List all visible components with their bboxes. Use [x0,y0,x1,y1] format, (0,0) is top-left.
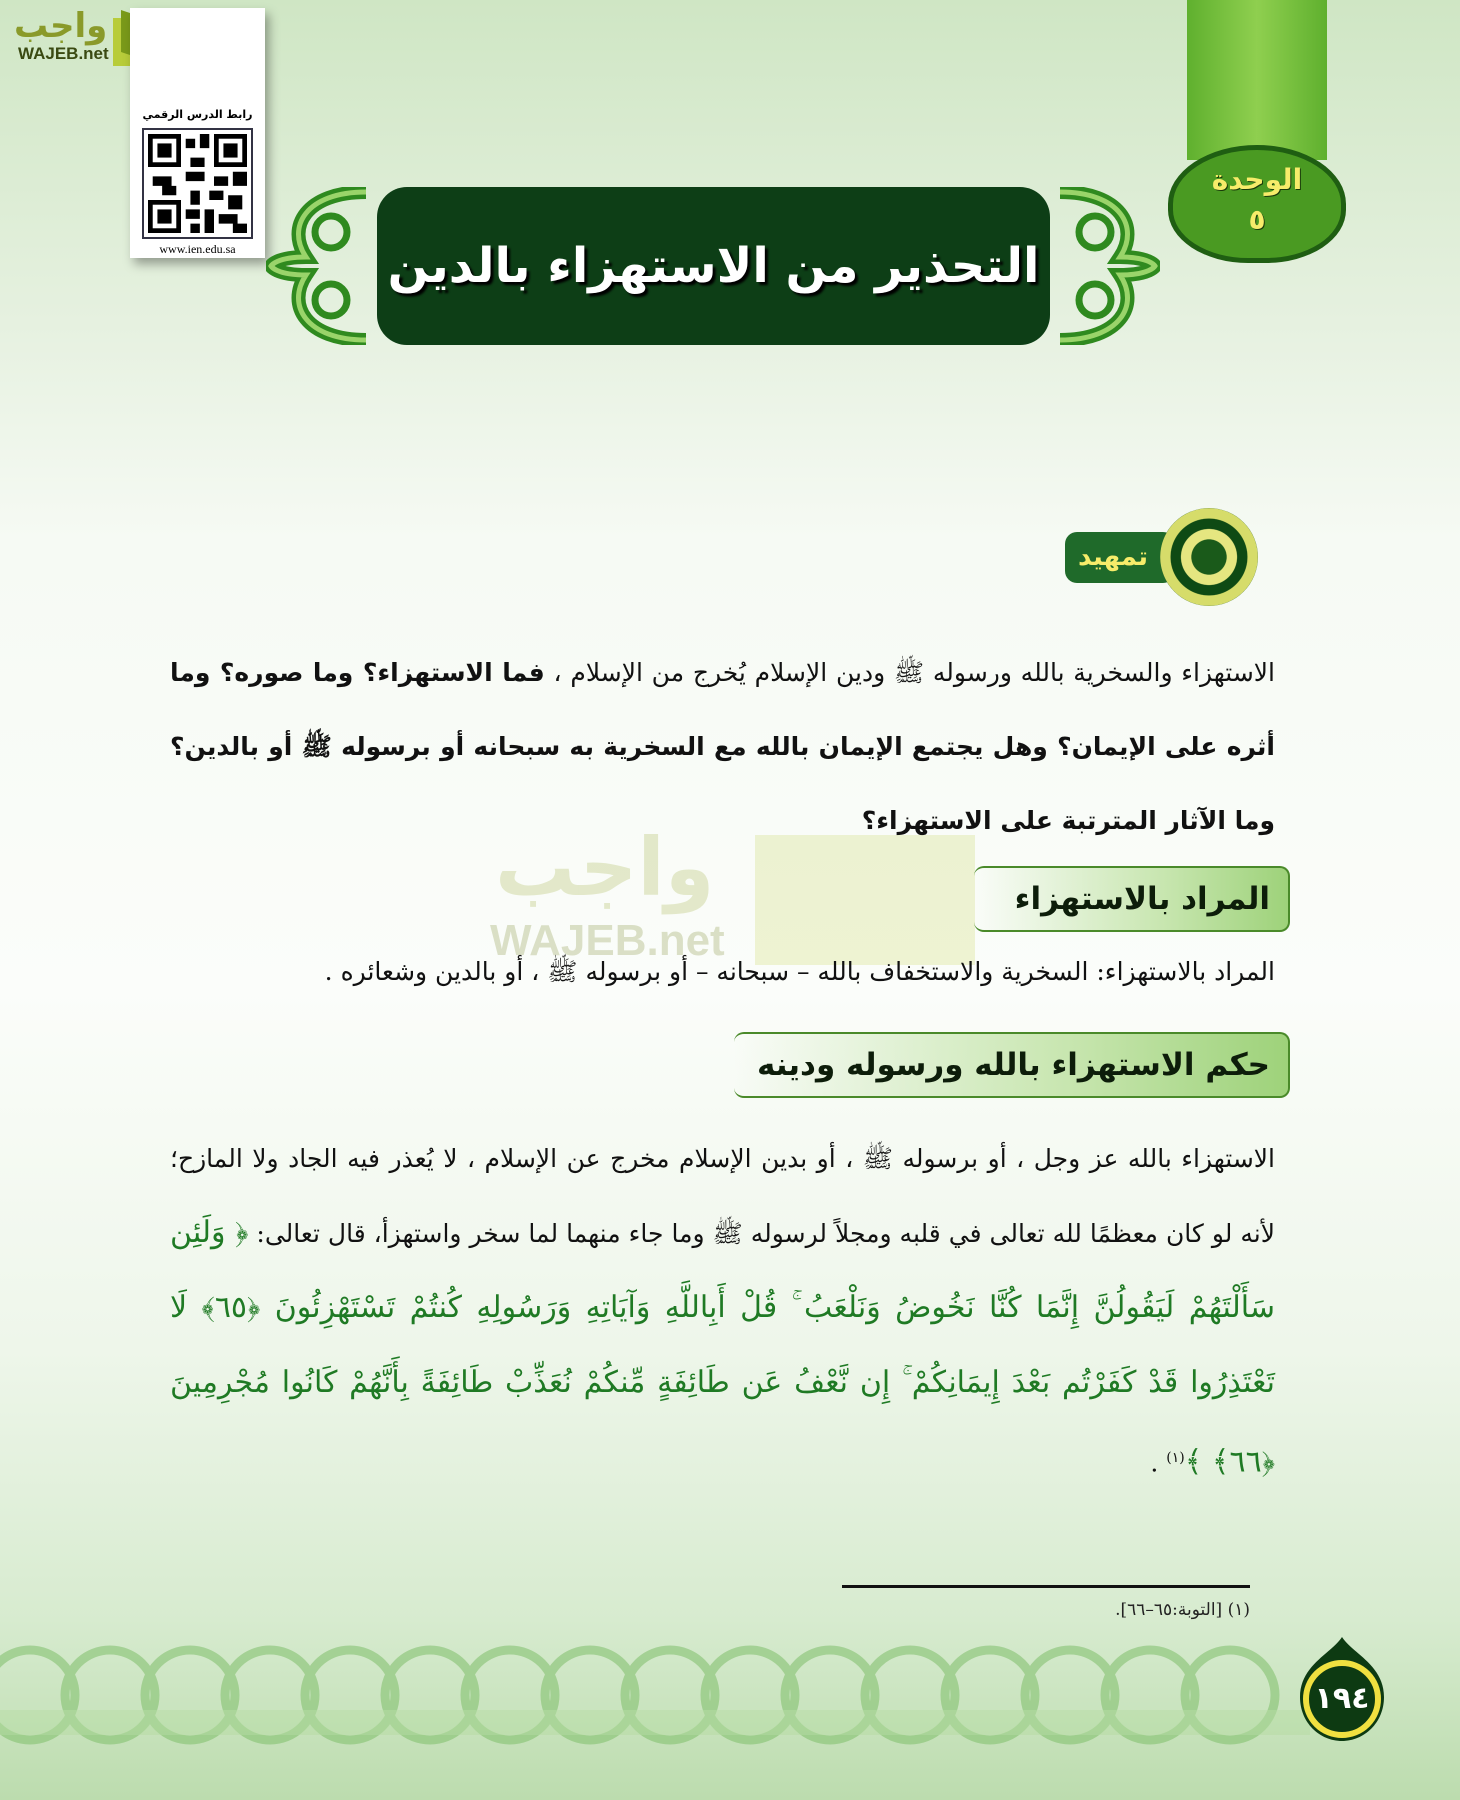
intro-badge: تمهيد [1065,532,1175,583]
ruling-text: الاستهزاء بالله عز وجل ، أو برسوله ﷺ ، أو بدين الإسلام مخرج عن الإسلام ، لا يُعذر فيه الجاد ولا المازح؛ لأنه لو كان معظمًا لله تعالى في قلبه ومجلاً لرسوله ﷺ وما جاء منهما لما سخر واستهزأ، قال تعالى: [170,1144,1275,1248]
quran-verse: ﴿ وَلَئِن سَأَلْتَهُمْ لَيَقُولُنَّ إِنَّمَا كُنَّا نَخُوضُ وَنَلْعَبُ ۚ قُلْ أَبِاللَّهِ وَآيَاتِهِ وَرَسُولِهِ كُنتُمْ تَسْتَهْزِئُونَ ﴿٦٥﴾ لَا تَعْتَذِرُوا قَدْ كَفَرْتُم بَعْدَ إِيمَانِكُمْ ۚ إِن نَّعْفُ عَن طَائِفَةٍ مِّنكُمْ نُعَذِّبْ طَائِفَةً بِأَنَّهُمْ كَانُوا مُجْرِمِينَ ﴿٦٦﴾ ﴾ [170,1215,1275,1480]
footnote-divider [842,1585,1250,1588]
unit-ribbon [1187,0,1327,160]
period: . [1150,1448,1167,1478]
ornament-left-icon [266,187,374,345]
unit-label: الوحدة [1211,163,1303,196]
footnote-ref[interactable]: (١) [1166,1450,1185,1466]
floral-ornament-icon [1160,508,1258,606]
decorative-border [0,1640,1310,1765]
intro-questions: فما الاستهزاء؟ وما صوره؟ وما أثره على الإيمان؟ وهل يجتمع الإيمان بالله مع السخرية به سبحانه أو برسوله ﷺ أو بالدين؟ وما الآثار المترتبة على الاستهزاء؟ [170,658,1275,835]
unit-badge [1168,145,1346,263]
section-heading-definition: المراد بالاستهزاء [974,866,1290,932]
qr-code[interactable] [142,128,253,239]
svg-text:واجب: واجب [495,821,715,914]
qr-label: رابط الدرس الرقمي [142,108,253,121]
logo-arabic: واجب [14,6,108,46]
qr-card[interactable] [130,8,265,258]
footnote: (١) [التوبة:٦٥–٦٦]. [1115,1600,1250,1620]
intro-text: الاستهزاء والسخرية بالله ورسوله ﷺ ودين الإسلام يُخرج من الإسلام ، [544,658,1276,687]
ruling-paragraph [170,1122,1275,1500]
page-number-badge [1298,1635,1386,1743]
page-number: ١٩٤ [1314,1681,1370,1716]
ornament-right-icon [1052,187,1160,345]
unit-number: ٥ [1248,203,1266,236]
section-heading-ruling: حكم الاستهزاء بالله ورسوله ودينه [734,1032,1290,1098]
definition-text: المراد بالاستهزاء: السخرية والاستخفاف بالله – سبحانه – أو برسوله ﷺ ، أو بالدين وشعائره . [324,957,1275,986]
svg-text:WAJEB.net: WAJEB.net [490,916,725,965]
logo-latin: WAJEB.net [18,44,109,63]
lesson-title: التحذير من الاستهزاء بالدين [377,187,1050,345]
qr-url[interactable]: www.ien.edu.sa [159,242,236,256]
